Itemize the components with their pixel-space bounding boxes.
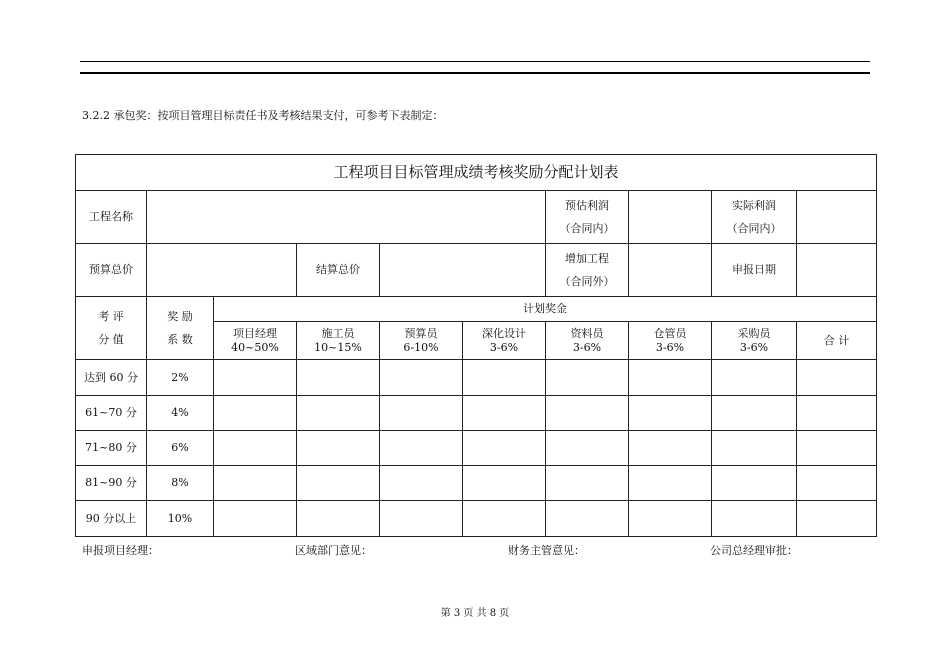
- table-row: [76, 501, 877, 537]
- added-work-label: 增加工程 （合同外）: [546, 244, 629, 297]
- plan-bonus-header: 计划奖金: [214, 297, 877, 322]
- added-work-value: [629, 244, 712, 297]
- footer-finance-label: 财务主管意见：: [508, 544, 585, 557]
- coef-cell: 8%: [147, 466, 214, 501]
- score-cell: 81~90 分: [76, 466, 147, 501]
- coef-header: 奖 励 系 数: [147, 297, 214, 360]
- table-row: [76, 360, 877, 396]
- budget-total-value: [147, 244, 297, 297]
- role-header: 项目经理 40~50%: [214, 322, 297, 360]
- role-header: 仓管员 3-6%: [629, 322, 712, 360]
- coef-cell: 10%: [147, 501, 214, 537]
- header-rule-thick: [80, 72, 870, 74]
- coef-cell: 6%: [147, 431, 214, 466]
- table-title: 工程项目目标管理成绩考核奖励分配计划表: [76, 155, 877, 191]
- score-cell: 90 分以上: [76, 501, 147, 537]
- footer-region-label: 区域部门意见：: [295, 544, 372, 557]
- table-row: [76, 396, 877, 431]
- table-row: [76, 466, 877, 501]
- score-cell: 达到 60 分: [76, 360, 147, 396]
- settlement-total-value: [380, 244, 546, 297]
- coef-cell: 4%: [147, 396, 214, 431]
- settlement-total-label: 结算总价: [297, 244, 380, 297]
- score-cell: 71~80 分: [76, 431, 147, 466]
- section-text: 3.2.2 承包奖：按项目管理目标责任书及考核结果支付，可参考下表制定：: [82, 109, 444, 122]
- page-number: 第 3 页 共 8 页: [440, 608, 510, 619]
- est-profit-value: [629, 191, 712, 244]
- role-header: 深化设计 3-6%: [463, 322, 546, 360]
- footer-pm-label: 申报项目经理：: [82, 544, 159, 557]
- bonus-plan-table: [75, 154, 877, 537]
- actual-profit-value: [797, 191, 877, 244]
- budget-total-label: 预算总价: [76, 244, 147, 297]
- project-name-value: [147, 191, 546, 244]
- role-header: 资料员 3-6%: [546, 322, 629, 360]
- total-header: 合 计: [797, 322, 877, 360]
- est-profit-label: 预估利润 （合同内）: [546, 191, 629, 244]
- report-date-label: 申报日期: [712, 244, 797, 297]
- role-header: 预算员 6-10%: [380, 322, 463, 360]
- report-date-value: [797, 244, 877, 297]
- footer-gm-label: 公司总经理审批：: [710, 544, 798, 557]
- coef-cell: 2%: [147, 360, 214, 396]
- actual-profit-label: 实际利润 （合同内）: [712, 191, 797, 244]
- header-rule-thin: [80, 61, 870, 62]
- score-cell: 61~70 分: [76, 396, 147, 431]
- project-name-label: 工程名称: [76, 191, 147, 244]
- role-header: 采购员 3-6%: [712, 322, 797, 360]
- score-header: 考 评 分 值: [76, 297, 147, 360]
- table-row: [76, 431, 877, 466]
- role-header: 施工员 10~15%: [297, 322, 380, 360]
